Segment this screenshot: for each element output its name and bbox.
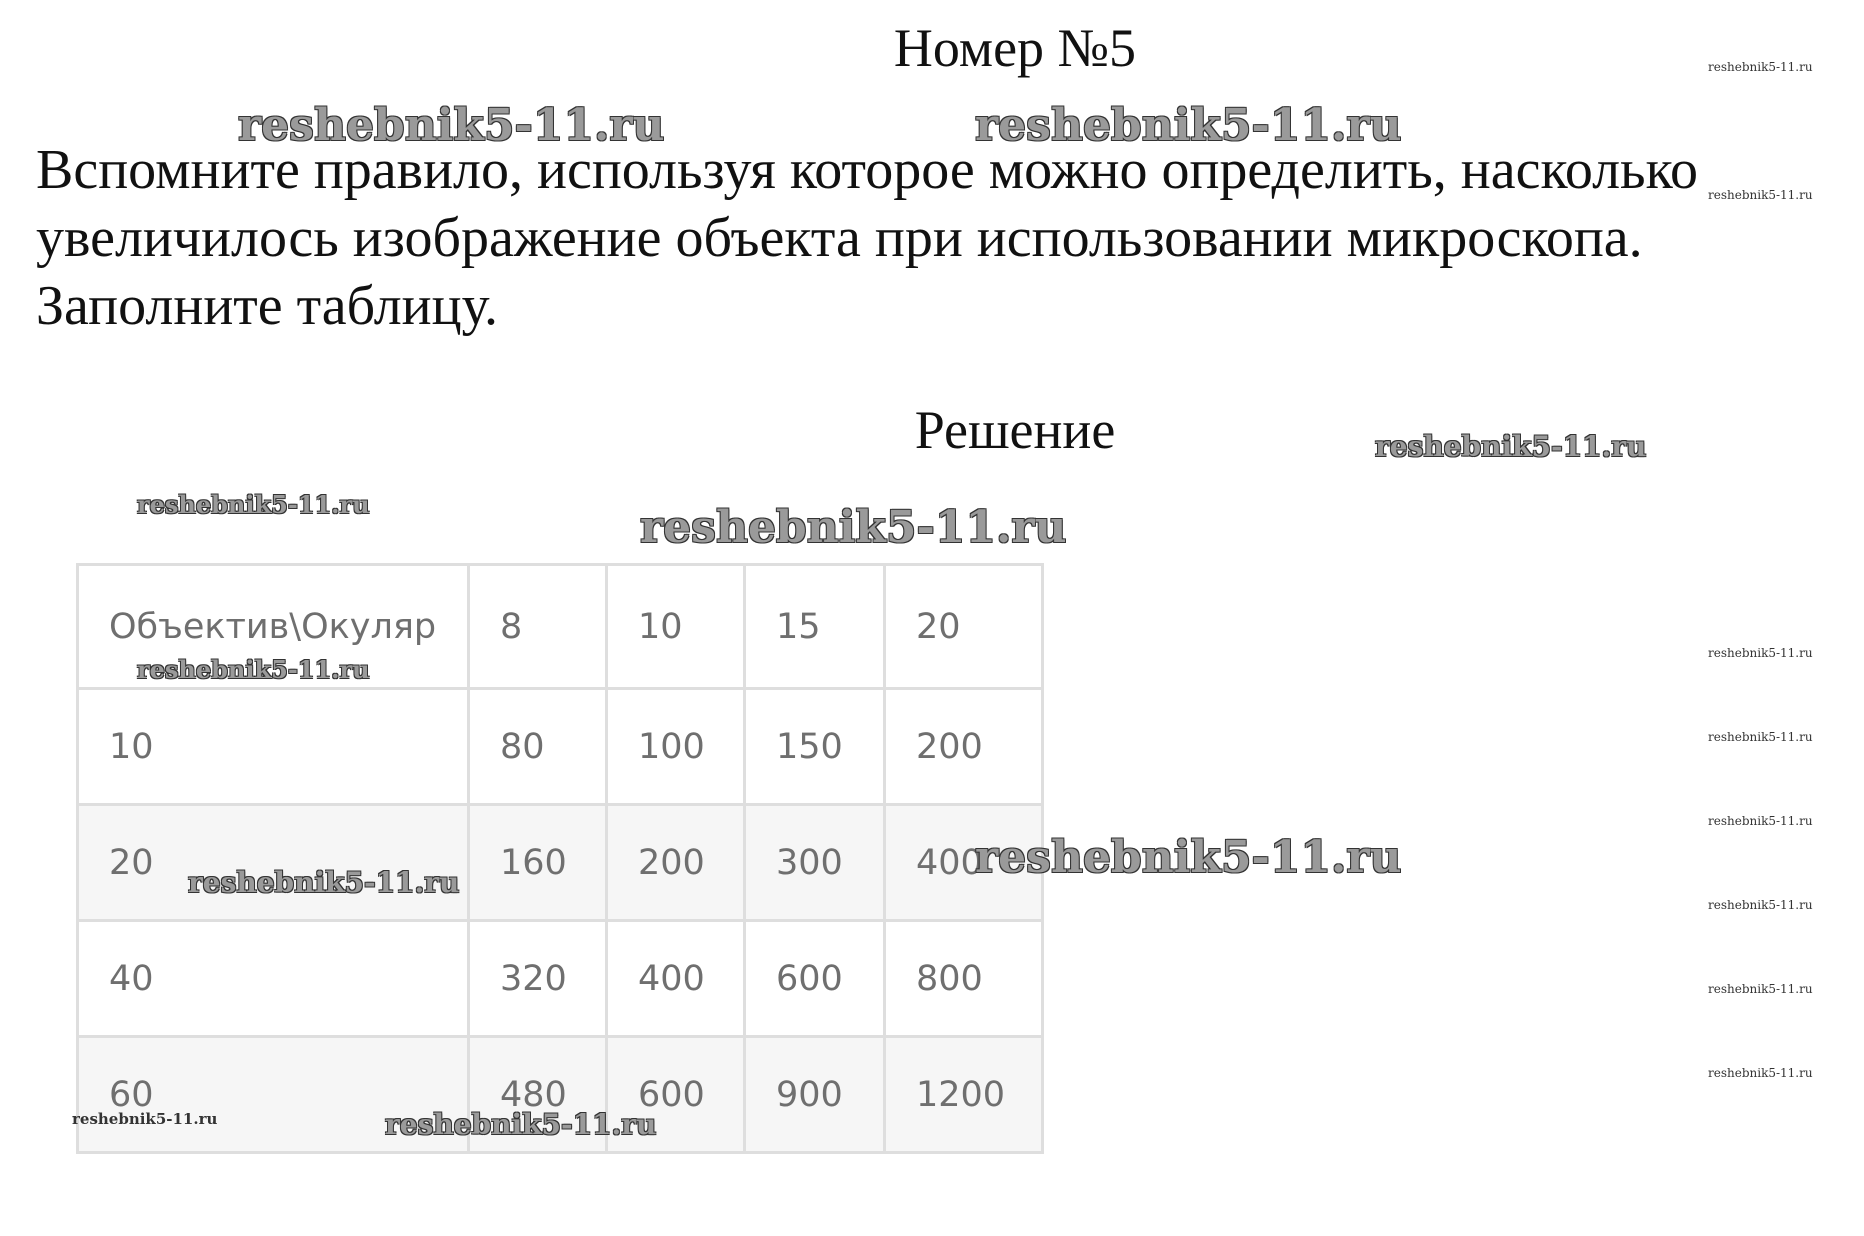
table-cell: 300 (745, 805, 885, 921)
table-cell: 900 (745, 1037, 885, 1153)
watermark: reshebnik5-11.ru (1708, 814, 1813, 828)
table-row (78, 805, 1043, 921)
watermark: reshebnik5-11.ru (1708, 730, 1813, 744)
table-cell: 80 (469, 689, 607, 805)
page-title: Номер №5 (893, 18, 1137, 78)
table-cell: 100 (607, 689, 745, 805)
header-cell: 15 (745, 565, 885, 689)
table-cell: 20 (78, 805, 469, 921)
table-row (78, 921, 1043, 1037)
watermark: reshebnik5-11.ru (975, 100, 1402, 151)
table-cell: 320 (469, 921, 607, 1037)
table-cell: 160 (469, 805, 607, 921)
task-text (36, 136, 1836, 340)
watermark: reshebnik5-11.ru (238, 100, 665, 151)
table-cell: 400 (607, 921, 745, 1037)
table-cell: 400 (885, 805, 1043, 921)
task-line: увеличилось изображение объекта при использовании микроскопа. (36, 207, 1643, 269)
table-row (78, 689, 1043, 805)
watermark: reshebnik5-11.ru (137, 655, 370, 684)
watermark: reshebnik5-11.ru (1708, 646, 1813, 660)
table-cell: 480 (469, 1037, 607, 1153)
watermark: reshebnik5-11.ru (975, 832, 1402, 883)
watermark: reshebnik5-11.ru (385, 1108, 657, 1141)
task-line: Вспомните правило, используя которое можно определить, насколько (36, 139, 1698, 201)
table-cell: 600 (745, 921, 885, 1037)
header-cell: Объектив\Окуляр (78, 565, 469, 689)
table-cell: 600 (607, 1037, 745, 1153)
table-cell: 800 (885, 921, 1043, 1037)
header-cell: 8 (469, 565, 607, 689)
watermark: reshebnik5-11.ru (188, 866, 460, 899)
solution-title: Решение (914, 400, 1116, 460)
table-cell: 200 (607, 805, 745, 921)
watermark: reshebnik5-11.ru (72, 1110, 218, 1128)
header-cell: 10 (607, 565, 745, 689)
task-line: Заполните таблицу. (36, 275, 498, 337)
watermark: reshebnik5-11.ru (640, 502, 1067, 553)
table-cell: 1200 (885, 1037, 1043, 1153)
watermark: reshebnik5-11.ru (137, 490, 370, 519)
watermark: reshebnik5-11.ru (1708, 188, 1813, 202)
magnification-table (76, 563, 1044, 1154)
header-cell: 20 (885, 565, 1043, 689)
watermark: reshebnik5-11.ru (1708, 898, 1813, 912)
watermark: reshebnik5-11.ru (1708, 60, 1813, 74)
watermark: reshebnik5-11.ru (1708, 982, 1813, 996)
table-cell: 60 (78, 1037, 469, 1153)
table-cell: 10 (78, 689, 469, 805)
table-cell: 150 (745, 689, 885, 805)
table-cell: 40 (78, 921, 469, 1037)
watermark: reshebnik5-11.ru (1708, 1066, 1813, 1080)
watermark: reshebnik5-11.ru (1375, 430, 1647, 463)
table-cell: 200 (885, 689, 1043, 805)
